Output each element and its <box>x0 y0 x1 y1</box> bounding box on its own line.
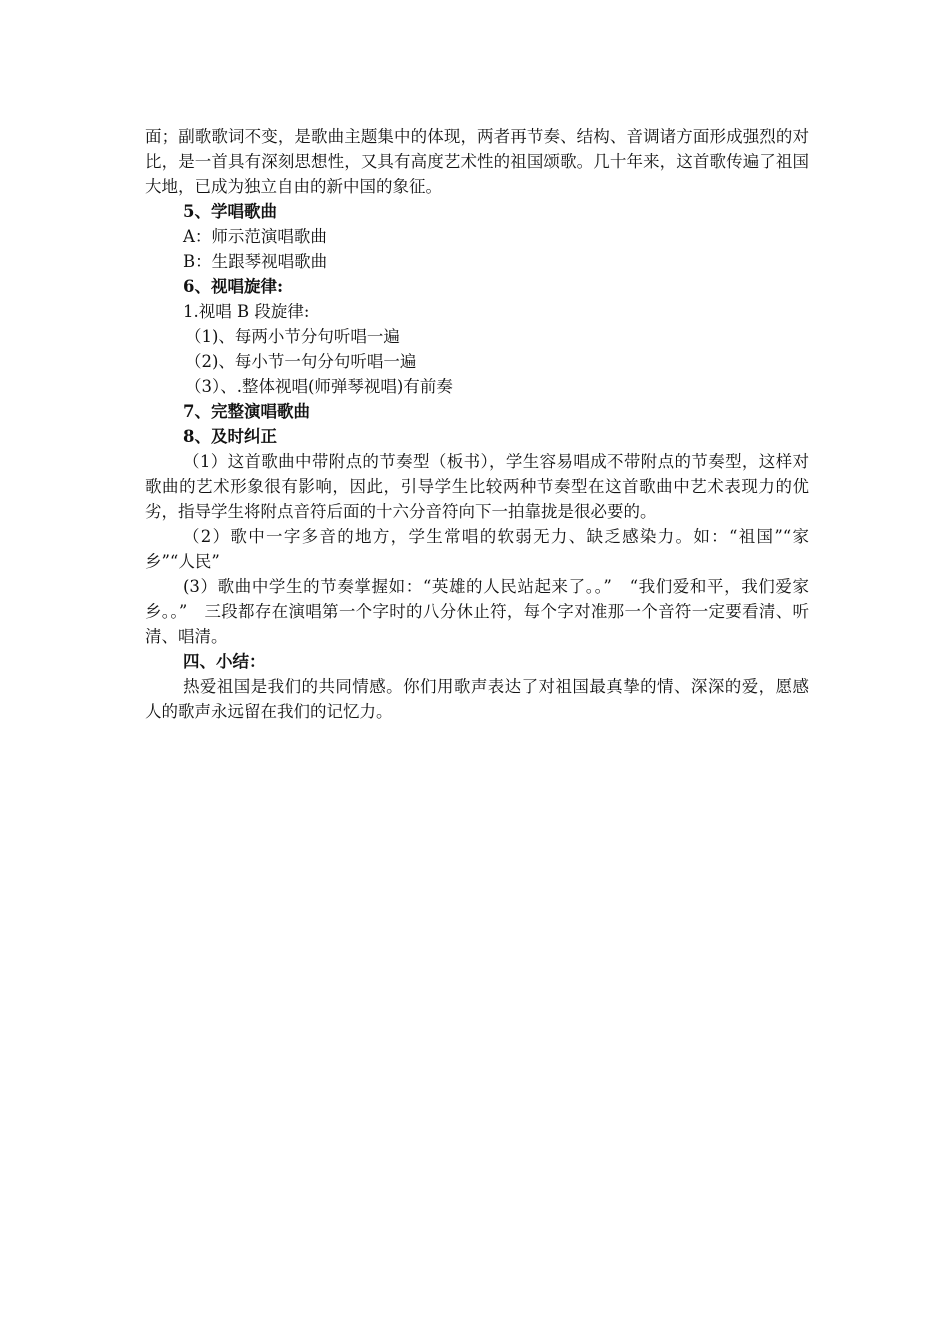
paragraph-summary: 热爱祖国是我们的共同情感。你们用歌声表达了对祖国最真挚的情、深深的爱，愿感人的歌声永远留在我们的记忆力。 <box>145 677 809 721</box>
paragraph-melisma: （2）歌中一字多音的地方，学生常唱的软弱无力、缺乏感染力。如：“祖国”“家乡”“人民” <box>145 527 809 571</box>
heading-sight-singing: 6、视唱旋律: <box>183 277 284 296</box>
paragraph-dotted-rhythm: （1）这首歌曲中带附点的节奏型（板书），学生容易唱成不带附点的节奏型，这样对歌曲的艺术形象很有影响，因此，引导学生比较两种节奏型在这首歌曲中艺术表现力的优劣，指导学生将附点音符后面的十六分音符向下一拍靠拢是很必要的。 <box>145 452 809 521</box>
sub-item-two-bars: （1)、每两小节分句听唱一遍 <box>185 327 400 346</box>
sub-item-each-bar: （2)、每小节一句分句听唱一遍 <box>185 352 417 371</box>
heading-full-performance: 7、完整演唱歌曲 <box>183 402 310 421</box>
list-item-student-sing: B：生跟琴视唱歌曲 <box>183 252 328 271</box>
list-item-section-b: 1.视唱 B 段旋律: <box>183 302 310 321</box>
list-item-teacher-demo: A：师示范演唱歌曲 <box>183 227 327 246</box>
document-page <box>145 124 809 724</box>
paragraph-intro-continuation: 面；副歌歌词不变，是歌曲主题集中的体现，两者再节奏、结构、音调诸方面形成强烈的对比，是一首具有深刻思想性，又具有高度艺术性的祖国颂歌。几十年来，这首歌传遍了祖国大地，已成为独立自由的新中国的象征。 <box>145 127 809 196</box>
paragraph-rhythm-rests: (3）歌曲中学生的节奏掌握如：“英雄的人民站起来了。。” “我们爱和平，我们爱家乡。。” 三段都存在演唱第一个字时的八分休止符，每个字对准那一个音符一定要看清、听清、唱清。 <box>145 577 809 646</box>
sub-item-whole: （3）、.整体视唱(师弹琴视唱)有前奏 <box>185 377 453 396</box>
heading-correction: 8、及时纠正 <box>183 427 277 446</box>
heading-summary: 四、小结： <box>183 652 266 671</box>
heading-learn-song: 5、学唱歌曲 <box>183 202 277 221</box>
